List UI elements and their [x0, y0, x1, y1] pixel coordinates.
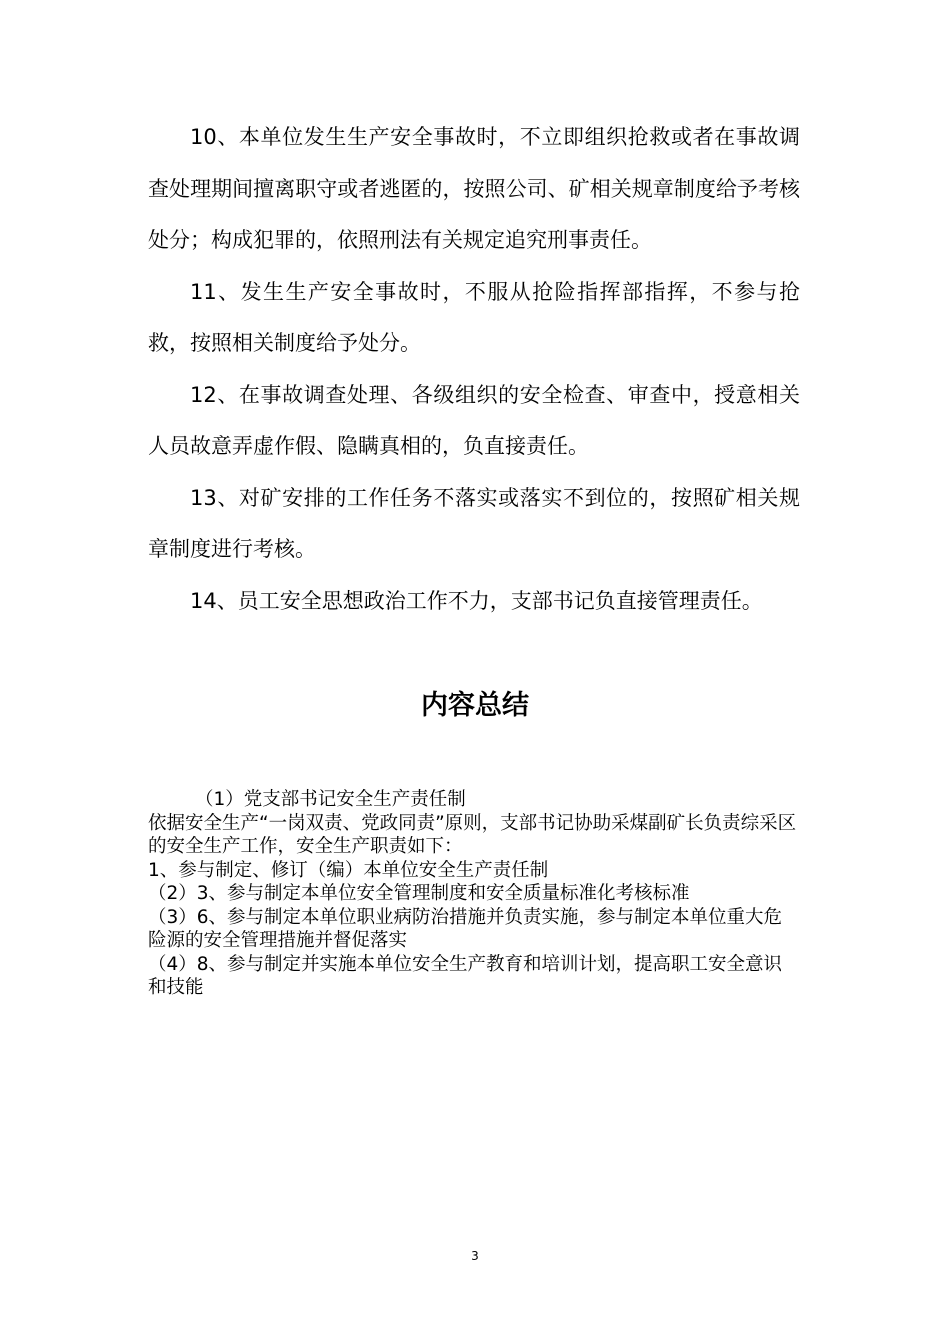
summary-line: （1）党支部书记安全生产责任制 — [195, 789, 466, 810]
summary-line: （4）8、参与制定并实施本单位安全生产教育和培训计划，提高职工安全意识和技能 — [148, 953, 783, 998]
summary-line: （2）3、参与制定本单位安全管理制度和安全质量标准化考核标准 — [148, 883, 690, 904]
summary-title: 内容总结 — [421, 690, 529, 721]
summary-line: 1、参与制定、修订（编）本单位安全生产责任制 — [148, 859, 549, 881]
paragraph-11: 11、发生生产安全事故时，不服从抢险指挥部指挥，不参与抢救，按照相关制度给予处分。 — [148, 279, 800, 355]
paragraph-13: 13、对矿安排的工作任务不落实或落实不到位的，按照矿相关规章制度进行考核。 — [148, 485, 800, 561]
summary-line: （3）6、参与制定本单位职业病防治措施并负责实施，参与制定本单位重大危险源的安全管理措施并督促落实 — [148, 906, 783, 951]
paragraph-12: 12、在事故调查处理、各级组织的安全检查、审查中，授意相关人员故意弄虚作假、隐瞒真相的，负直接责任。 — [148, 382, 800, 458]
summary-line: 依据安全生产“一岗双责、党政同责”原则，支部书记协助采煤副矿长负责综采区的安全生产工作，安全生产职责如下： — [148, 812, 797, 857]
summary-section — [148, 788, 800, 1000]
document-body — [148, 112, 800, 627]
paragraph-10: 10、本单位发生生产安全事故时，不立即组织抢救或者在事故调查处理期间擅离职守或者逃匿的，按照公司、矿相关规章制度给予考核处分；构成犯罪的，依照刑法有关规定追究刑事责任。 — [148, 125, 800, 252]
page-number: 3 — [471, 1249, 479, 1263]
paragraph-14: 14、员工安全思想政治工作不力，支部书记负直接管理责任。 — [190, 588, 763, 613]
